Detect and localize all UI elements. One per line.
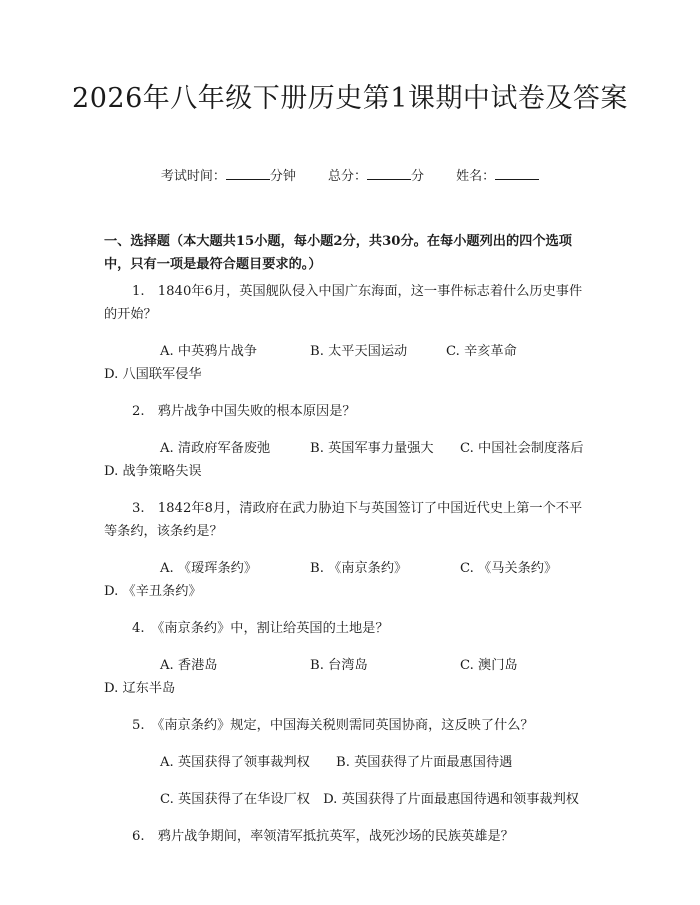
question-4-option-c: C. 澳门岛	[460, 658, 518, 673]
question-1-option-a: A. 中英鸦片战争	[160, 344, 258, 359]
exam-name-label: 姓名：	[456, 169, 496, 184]
question-3-options	[104, 557, 594, 603]
exam-title: 2026年八年级下册历史第1课期中试卷及答案	[72, 83, 628, 114]
question-5-option-a: A. 英国获得了领事裁判权	[160, 755, 310, 770]
question-2-option-a: A. 清政府军备废弛	[160, 441, 271, 456]
exam-meta	[0, 167, 700, 187]
question-5-option-b: B. 英国获得了片面最惠国待遇	[336, 755, 513, 770]
question-5-options-row-2	[104, 788, 594, 811]
section-title: 一、选择题（本大题共15小题，每小题2分，共30分。在每小题列出的四个选项中，只有一项是最符合题目要求的。）	[104, 234, 572, 272]
exam-name-blank	[495, 167, 539, 180]
question-1-options	[104, 340, 594, 386]
question-5-option-c: C. 英国获得了在华设厂权	[160, 792, 310, 807]
question-3-option-a: A. 《瑷珲条约》	[160, 561, 258, 576]
exam-score	[328, 169, 424, 184]
question-4-option-b: B. 台湾岛	[310, 658, 368, 673]
question-2-option-c: C. 中国社会制度落后	[460, 441, 584, 456]
question-4-option-d: D. 辽东半岛	[104, 681, 176, 696]
question-6-stem: 6. 鸦片战争期间，率领清军抵抗英军，战死沙场的民族英雄是？	[132, 829, 514, 844]
question-1-stem: 1. 1840年6月，英国舰队侵入中国广东海面，这一事件标志着什么历史事件的开始？	[104, 284, 583, 322]
question-2-option-b: B. 英国军事力量强大	[310, 441, 434, 456]
exam-score-label: 总分：	[327, 169, 367, 184]
question-2-options	[104, 437, 594, 483]
question-5-stem: 5. 《南京条约》规定，中国海关税则需同英国协商，这反映了什么？	[132, 718, 534, 733]
question-4-options	[104, 654, 594, 700]
question-4-option-a: A. 香港岛	[160, 658, 218, 673]
question-5-option-d: D. 英国获得了片面最惠国待遇和领事裁判权	[323, 792, 579, 807]
exam-time	[161, 169, 296, 184]
question-3-option-b: B. 《南京条约》	[310, 561, 408, 576]
exam-name	[456, 169, 539, 184]
exam-score-blank	[367, 167, 411, 180]
exam-time-label: 考试时间：	[160, 169, 226, 184]
exam-time-blank	[226, 167, 270, 180]
question-list	[104, 280, 594, 862]
question-1-option-c: C. 辛亥革命	[446, 344, 517, 359]
question-4-stem: 4. 《南京条约》中，割让给英国的土地是？	[132, 621, 389, 636]
question-2-option-d: D. 战争策略失误	[104, 464, 202, 479]
question-1-option-d: D. 八国联军侵华	[104, 367, 202, 382]
question-3-option-d: D. 《辛丑条约》	[104, 584, 202, 599]
question-5-options-row-1	[104, 751, 594, 774]
question-2-stem: 2. 鸦片战争中国失败的根本原因是？	[132, 404, 356, 419]
exam-score-unit: 分	[411, 169, 425, 184]
question-1-option-b: B. 太平天国运动	[310, 344, 408, 359]
question-3-stem: 3. 1842年8月，清政府在武力胁迫下与英国签订了中国近代史上第一个不平等条约，该条约是？	[104, 501, 583, 539]
question-3-option-c: C. 《马关条约》	[460, 561, 558, 576]
exam-time-unit: 分钟	[269, 169, 296, 184]
